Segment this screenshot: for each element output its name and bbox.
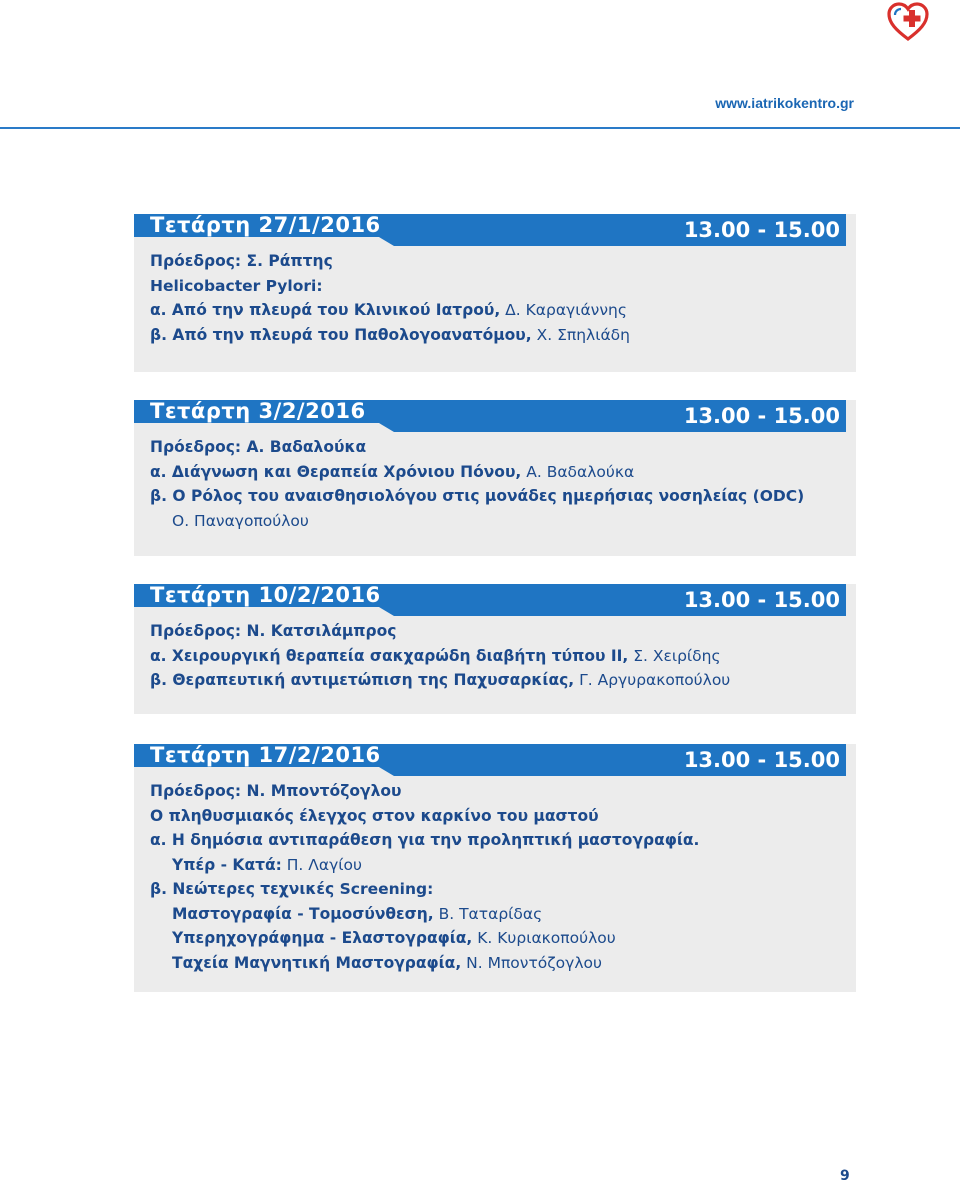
session-line: β. Θεραπευτική αντιμετώπιση της Παχυσαρκίας, Γ. Αργυρακοπούλου: [150, 671, 731, 689]
session-time: 13.00 - 15.00: [683, 588, 840, 612]
session-line: α. Διάγνωση και Θεραπεία Χρόνιου Πόνου, Α. Βαδαλούκα: [150, 462, 635, 481]
session-date: Τετάρτη 17/2/2016: [150, 743, 381, 767]
website-url[interactable]: www.iatrikokentro.gr: [715, 95, 854, 111]
heart-cross-icon: [886, 2, 930, 42]
session-line: α. Η δημόσια αντιπαράθεση για την προληπτική μαστογραφία.: [150, 831, 700, 849]
session-line: Helicobacter Pylori:: [150, 276, 323, 295]
session-header: [134, 214, 856, 246]
session-line: Ταχεία Μαγνητική Μαστογραφία, Ν. Μποντόζογλου: [172, 953, 602, 972]
session-line: Πρόεδρος: Ν. Κατσιλάμπρος: [150, 622, 397, 640]
session-line: Υπερηχογράφημα - Ελαστογραφία, Κ. Κυριακοπούλου: [172, 929, 616, 947]
session-date: Τετάρτη 10/2/2016: [150, 583, 381, 607]
session-card: [134, 744, 856, 992]
session-line: Πρόεδρος: Ν. Μποντόζογλου: [150, 782, 402, 800]
session-card: [134, 214, 856, 372]
session-line: β. Νεώτερες τεχνικές Screening:: [150, 880, 434, 898]
session-body: [134, 616, 856, 703]
session-line: Ο. Παναγοπούλου: [172, 511, 309, 530]
session-time: 13.00 - 15.00: [683, 404, 840, 428]
session-header: [134, 400, 856, 432]
session-time: 13.00 - 15.00: [683, 748, 840, 772]
session-card: [134, 584, 856, 714]
session-body: [134, 246, 856, 357]
header-divider: [0, 127, 960, 129]
session-card: [134, 400, 856, 556]
page-number: 9: [840, 1168, 850, 1184]
session-line: Μαστογραφία - Τομοσύνθεση, Β. Ταταρίδας: [172, 904, 543, 923]
session-line: Πρόεδρος: Σ. Ράπτης: [150, 252, 333, 270]
session-date: Τετάρτη 27/1/2016: [150, 213, 381, 237]
session-header: [134, 584, 856, 616]
session-line: Υπέρ - Κατά: Π. Λαγίου: [172, 855, 362, 874]
session-body: [134, 776, 856, 985]
session-line: Πρόεδρος: Α. Βαδαλούκα: [150, 438, 367, 456]
session-line: β. Ο Ρόλος του αναισθησιολόγου στις μονάδες ημερήσιας νοσηλείας (ODC): [150, 487, 805, 505]
session-body: [134, 432, 856, 543]
session-line: α. Από την πλευρά του Κλινικού Ιατρού, Δ. Καραγιάννης: [150, 301, 627, 319]
session-line: Ο πληθυσμιακός έλεγχος στον καρκίνο του μαστού: [150, 806, 599, 825]
session-line: β. Από την πλευρά του Παθολογοανατόμου, Χ. Σπηλιάδη: [150, 325, 630, 344]
session-line: α. Χειρουργική θεραπεία σακχαρώδη διαβήτη τύπου ΙΙ, Σ. Χειρίδης: [150, 646, 721, 665]
session-header: [134, 744, 856, 776]
session-time: 13.00 - 15.00: [683, 218, 840, 242]
session-date: Τετάρτη 3/2/2016: [150, 399, 366, 423]
